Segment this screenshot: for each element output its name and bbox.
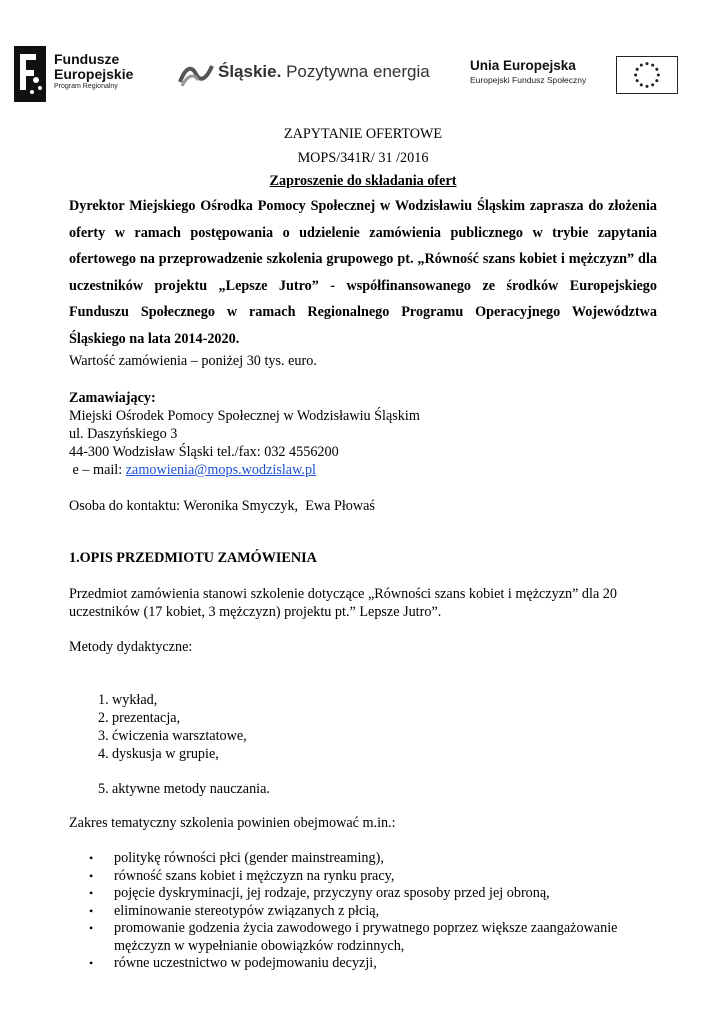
bullet-icon: •: [89, 921, 94, 935]
method-item: 2. prezentacja,: [98, 710, 181, 726]
method-item: 4. dyskusja w grupie,: [98, 746, 219, 762]
method-item: 3. ćwiczenia warsztatowe,: [98, 728, 247, 744]
method-item: 5. aktywne metody nauczania.: [98, 781, 270, 797]
scope-item: • promowanie godzenia życia zawodowego i prywatnego poprzez większe zaangażowanie mężczyzn w wypełnianie obowiązków rodzinnych,: [89, 920, 618, 954]
slaskie-name: Śląskie.: [218, 62, 282, 81]
section1-description: Przedmiot zamówienia stanowi szkolenie dotyczące „Równości szans kobiet i mężczyzn” dla 20 uczestników (17 kobiet, 3 mężczyzn) projektu pt.” Lepsze Jutro”.: [69, 586, 617, 620]
unia-europejska-logo: [470, 58, 586, 86]
intro-paragraph: Dyrektor Miejskiego Ośrodka Pomocy Społecznej w Wodzisławiu Śląskim zaprasza do złożenia oferty w ramach postępowania o udzielenie zamówienia publicznego w trybie zapytania ofertowego na przeprowadzenie szkolenia grupowego pt. „Równość szans kobiet i mężczyzn” dla uczestników projektu „Lepsze Jutro” - współfinansowanego ze środków Europejskiego Funduszu Społecznego w ramach Regionalnego Programu Operacyjnego Województwa Śląskiego na lata 2014-2020.: [69, 198, 657, 347]
document-reference: MOPS/341R/ 31 /2016: [297, 150, 429, 166]
contractor-email-line: [69, 461, 657, 479]
contractor-name: Miejski Ośrodek Pomocy Społecznej w Wodzisławiu Śląskim: [69, 408, 420, 424]
value-note: Wartość zamówienia – poniżej 30 tys. euro.: [69, 353, 317, 369]
scope-item: • politykę równości płci (gender mainstreaming),: [89, 850, 384, 866]
fundusze-europejskie-logo: [14, 46, 164, 102]
contractor-city: 44-300 Wodzisław Śląski tel./fax: 032 4556200: [69, 444, 339, 460]
slaskie-wave-icon: [178, 60, 214, 88]
methods-list-continued: [69, 780, 657, 798]
scope-item: • pojęcie dyskryminacji, jej rodzaje, przyczyny oraz sposoby przed jej obroną,: [89, 885, 550, 901]
document-body: [69, 118, 657, 973]
invitation-heading: Zaproszenie do składania ofert: [269, 173, 457, 189]
section1-heading: 1.OPIS PRZEDMIOTU ZAMÓWIENIA: [69, 550, 317, 566]
scope-item: • eliminowanie stereotypów związanych z płcią,: [89, 902, 380, 919]
scope-label: Zakres tematyczny szkolenia powinien obejmować m.in.:: [69, 815, 396, 831]
contractor-label: Zamawiający:: [69, 390, 156, 406]
fundusze-line1: Fundusze: [54, 51, 120, 67]
eu-flag-icon: [616, 56, 678, 94]
bullet-icon: •: [89, 956, 94, 970]
slaskie-tagline: Pozytywna energia: [286, 62, 430, 81]
unia-line2: Europejski Fundusz Społeczny: [470, 75, 587, 85]
unia-line1: Unia Europejska: [470, 58, 576, 73]
scope-list: [69, 850, 657, 973]
methods-label: Metody dydaktyczne:: [69, 639, 193, 655]
methods-list: [69, 691, 657, 763]
bullet-icon: •: [89, 868, 94, 883]
scope-item: • równe uczestnictwo w podejmowaniu decyzji,: [89, 955, 377, 971]
document-title: ZAPYTANIE OFERTOWE: [283, 126, 443, 142]
fundusze-line3: Program Regionalny: [54, 83, 118, 90]
logo-bar: [0, 44, 724, 108]
scope-item: • równość szans kobiet i mężczyzn na rynku pracy,: [89, 867, 395, 884]
email-link[interactable]: zamowienia@mops.wodzislaw.pl: [125, 462, 316, 478]
email-label: e – mail:: [69, 462, 126, 478]
contractor-street: ul. Daszyńskiego 3: [69, 426, 178, 442]
fundusze-europejskie-mark-icon: [14, 46, 46, 102]
bullet-icon: •: [89, 886, 94, 900]
contact-person: Osoba do kontaktu: Weronika Smyczyk, Ewa Płowaś: [69, 498, 375, 514]
bullet-icon: •: [89, 851, 94, 865]
fundusze-line2: Europejskie: [54, 66, 134, 82]
bullet-icon: •: [89, 903, 94, 918]
method-item: 1. wykład,: [98, 692, 158, 708]
